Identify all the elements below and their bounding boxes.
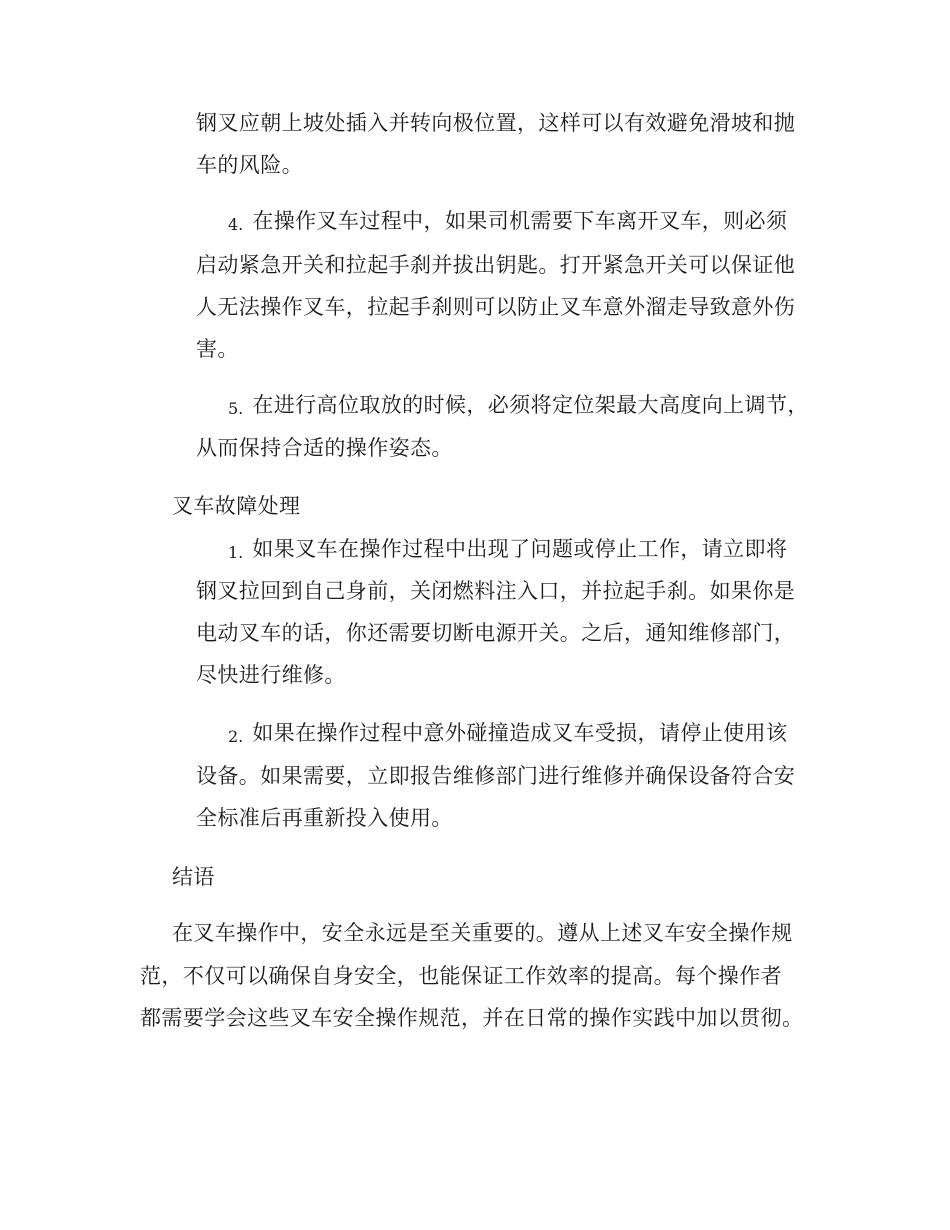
paragraph-line: 车的风险。 <box>196 153 303 177</box>
paragraph-line: 都需要学会这些叉车安全操作规范，并在日常的操作实践中加以贯彻。 <box>140 1006 804 1030</box>
section-heading-conclusion: 结语 <box>172 865 215 889</box>
paragraph-line: 启动紧急开关和拉起手刹并拔出钥匙。打开紧急开关可以保证他 <box>196 253 796 277</box>
list-number: 4. <box>228 215 244 234</box>
paragraph-line: 全标准后再重新投入使用。 <box>196 806 453 830</box>
paragraph-line: 范，不仅可以确保自身安全，也能保证工作效率的提高。每个操作者 <box>140 964 782 988</box>
paragraph-line: 电动叉车的话，你还需要切断电源开关。之后，通知维修部门， <box>196 621 796 645</box>
paragraph-line: 在操作叉车过程中，如果司机需要下车离开叉车，则必须 <box>252 209 788 233</box>
paragraph-line: 从而保持合适的操作姿态。 <box>196 436 453 460</box>
paragraph-line: 如果叉车在操作过程中出现了问题或停止工作，请立即将 <box>252 537 788 561</box>
list-item-1-first-line <box>228 534 787 566</box>
list-item-2-first-line <box>228 718 787 750</box>
paragraph-line: 如果在操作过程中意外碰撞造成叉车受损，请停止使用该 <box>252 721 788 745</box>
paragraph-line: 在进行高位取放的时候，必须将定位架最大高度向上调节， <box>252 393 809 417</box>
paragraph-line: 尽快进行维修。 <box>196 663 346 687</box>
list-number: 1. <box>228 543 244 562</box>
list-item-5-first-line <box>228 390 809 422</box>
paragraph-line: 在叉车操作中，安全永远是至关重要的。遵从上述叉车安全操作规 <box>172 921 793 945</box>
section-heading-fault: 叉车故障处理 <box>172 494 301 518</box>
paragraph-line: 害。 <box>196 337 239 361</box>
list-number: 5. <box>228 399 244 418</box>
paragraph-line: 钢叉拉回到自己身前，关闭燃料注入口，并拉起手刹。如果你是 <box>196 579 796 603</box>
list-item-4-first-line <box>228 206 787 238</box>
paragraph-line: 设备。如果需要，立即报告维修部门进行维修并确保设备符合安 <box>196 764 796 788</box>
paragraph-line: 人无法操作叉车，拉起手刹则可以防止叉车意外溜走导致意外伤 <box>196 295 796 319</box>
paragraph-line: 钢叉应朝上坡处插入并转向极位置，这样可以有效避免滑坡和抛 <box>196 111 796 135</box>
list-number: 2. <box>228 727 244 746</box>
